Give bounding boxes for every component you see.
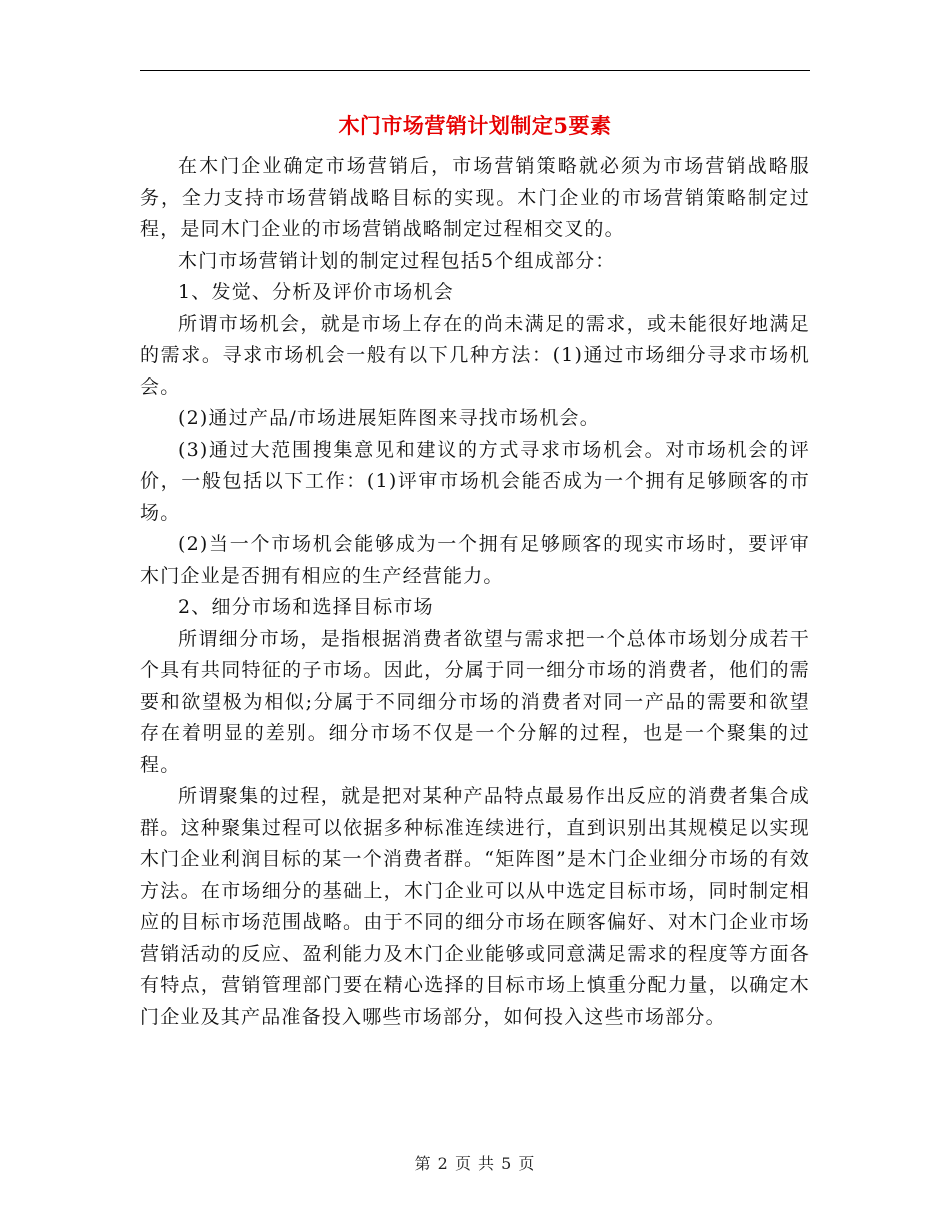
paragraph-intro: 在木门企业确定市场营销后，市场营销策略就必须为市场营销战略服务，全力支持市场营销战略目标的实现。木门企业的市场营销策略制定过程，是同木门企业的市场营销战略制定过程相交叉的。 bbox=[140, 155, 810, 240]
paragraph-aggregation: 所谓聚集的过程，就是把对某种产品特点最易作出反应的消费者集合成群。这种聚集过程可以依据多种标准连续进行，直到识别出其规模足以实现木门企业利润目标的某一个消费者群。“矩阵图”是木门企业细分市场的有效方法。在市场细分的基础上，木门企业可以从中选定目标市场，同时制定相应的目标市场范围战略。由于不同的细分市场在顾客偏好、对木门企业市场营销活动的反应、盈利能力及木门企业能够或同意满足需求的程度等方面各有特点，营销管理部门要在精心选择的目标市场上慎重分配力量，以确定木门企业及其产品准备投入哪些市场部分，如何投入这些市场部分。 bbox=[140, 785, 810, 1028]
header-rule bbox=[140, 70, 810, 71]
document-title: 木门市场营销计划制定5要素 bbox=[338, 113, 612, 138]
document-body bbox=[140, 151, 810, 1033]
paragraph-segmentation: 所谓细分市场，是指根据消费者欲望与需求把一个总体市场划分成若干个具有共同特征的子市场。因此，分属于同一细分市场的消费者，他们的需要和欲望极为相似;分属于不同细分市场的消费者对同一产品的需要和欲望存在着明显的差别。细分市场不仅是一个分解的过程，也是一个聚集的过程。 bbox=[140, 627, 810, 776]
section-heading-2: 2、细分市场和选择目标市场 bbox=[178, 596, 434, 618]
paragraph-evaluation-2: (2)当一个市场机会能够成为一个拥有足够顾客的现实市场时，要评审木门企业是否拥有相应的生产经营能力。 bbox=[140, 533, 810, 587]
paragraph-overview: 木门市场营销计划的制定过程包括5个组成部分： bbox=[178, 249, 616, 272]
paragraph-method-3: (3)通过大范围搜集意见和建议的方式寻求市场机会。对市场机会的评价，一般包括以下工作：(1)评审市场机会能否成为一个拥有足够顾客的市场。 bbox=[140, 438, 810, 524]
page-number-footer: 第 2 页 共 5 页 bbox=[414, 1154, 536, 1173]
paragraph-method-2: (2)通过产品/市场进展矩阵图来寻找市场机会。 bbox=[178, 407, 600, 429]
paragraph-market-opportunity: 所谓市场机会，就是市场上存在的尚未满足的需求，或未能很好地满足的需求。寻求市场机会一般有以下几种方法：(1)通过市场细分寻求市场机会。 bbox=[140, 312, 810, 398]
section-heading-1: 1、发觉、分析及评价市场机会 bbox=[178, 281, 454, 303]
